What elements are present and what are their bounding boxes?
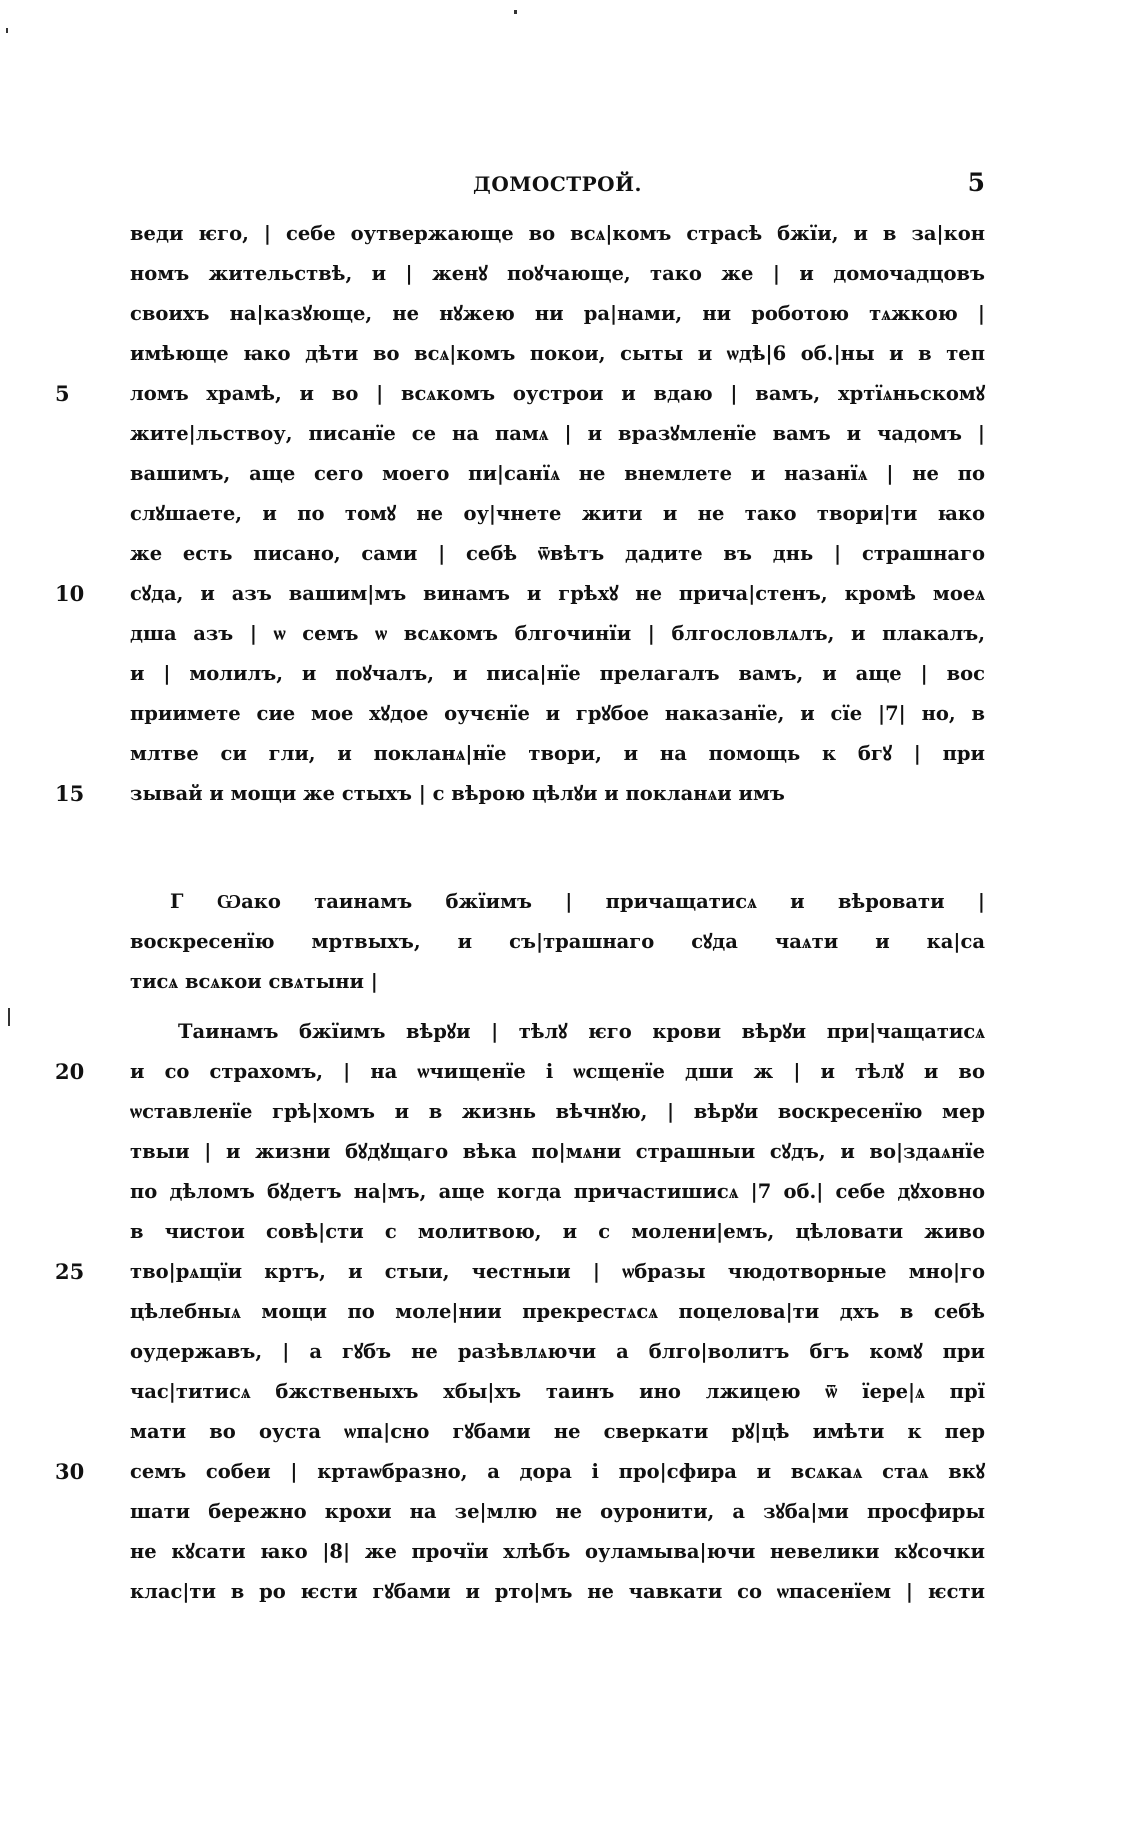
- text-line: [130, 1292, 985, 1332]
- line-text: Г Ѡако таинамъ бжїимъ | причащатисѧ и вѣровати |: [170, 890, 985, 913]
- text-line: [130, 534, 985, 574]
- line-text: час|титисѧ бжственыхъ хбы|хъ таинъ ино лжицею ѿ їере|ѧ прї: [130, 1380, 985, 1403]
- text-line: [130, 1492, 985, 1532]
- line-text: твыи | и жизни бꙋдꙋщаго вѣка по|мѧни страшныи сꙋдъ, и во|здаѧнїе: [130, 1140, 985, 1163]
- line-text: слꙋшаете, и по томꙋ не оу|чнете жити и не тако твори|ти ꙗко: [130, 502, 985, 525]
- text-line: [130, 1172, 985, 1212]
- text-line: [130, 734, 985, 774]
- line-text: дша азъ | ѡ семъ ѡ всѧкомъ блгочинїи | блгословлѧлъ, и плакалъ,: [130, 622, 985, 645]
- text-line: [130, 334, 985, 374]
- text-line: [130, 1012, 985, 1052]
- text-line: [130, 614, 985, 654]
- text-section-b: [55, 1012, 985, 1612]
- line-text: в чистои совѣ|сти с молитвою, и с молени|емъ, цѣловати живо: [130, 1220, 985, 1243]
- line-text: Таинамъ бжїимъ вѣрꙋи | тѣлꙋ ѥго крови вѣрꙋи при|чащатисѧ: [178, 1020, 985, 1043]
- line-text: жите|льствоу, писанїе се на памѧ | и вразꙋмленїе вамъ и чадомъ |: [130, 422, 985, 445]
- text-line: [130, 254, 985, 294]
- page-number: 5: [967, 168, 985, 197]
- line-number: 10: [55, 581, 85, 606]
- text-line: [130, 1372, 985, 1412]
- line-text: ѡставленїе грѣ|хомъ и в жизнь вѣчнꙋю, | вѣрꙋи воскресенїю мер: [130, 1100, 985, 1123]
- line-number: 15: [55, 781, 85, 806]
- line-text: воскресенїю мртвыхъ, и съ|трашнаго сꙋда чаѧти и ка|са: [130, 930, 985, 953]
- chapter-heading: [130, 882, 985, 1002]
- line-number: 25: [55, 1259, 85, 1284]
- running-head: [130, 168, 985, 202]
- text-line: [55, 1052, 985, 1092]
- line-text: не кꙋсати ꙗко |8| же прочїи хлѣбъ оуламыва|ючи невелики кꙋсочки: [130, 1540, 985, 1563]
- text-line: [130, 494, 985, 534]
- line-text: семъ собеи | кртаѡбразно, а дора і про|сфира и всѧкаѧ стаѧ вкꙋ: [130, 1460, 985, 1483]
- line-text: тисѧ всѧкои свѧтыни |: [130, 970, 378, 993]
- line-text: млтве си гли, и покланѧ|нїе твори, и на помощь к бгꙋ | при: [130, 742, 985, 765]
- text-line: [55, 774, 985, 814]
- line-text: номъ жительствѣ, и | женꙋ поꙋчающе, тако же | и домочадцовъ: [130, 262, 985, 285]
- print-speck: [8, 1008, 10, 1026]
- text-line: [130, 882, 985, 922]
- line-text: вашимъ, аще сего моего пи|санїѧ не внемлете и назанїѧ | не по: [130, 462, 985, 485]
- text-line: [130, 962, 985, 1002]
- line-text: имѣюще ꙗко дѣти во всѧ|комъ покои, сыты и ѡдѣ|6 об.|ны и в теп: [130, 342, 985, 365]
- line-text: и со страхомъ, | на ѡчищенїе і ѡсщенїе дши ж | и тѣлꙋ и во: [130, 1060, 985, 1083]
- text-line: [130, 1092, 985, 1132]
- line-text: цѣлебныѧ мощи по моле|нии прекрестѧсѧ поцелова|ти дхъ в себѣ: [130, 1300, 985, 1323]
- text-line: [130, 1132, 985, 1172]
- text-line: [130, 922, 985, 962]
- text-line: [130, 414, 985, 454]
- text-line: [130, 654, 985, 694]
- line-text: тво|рѧщїи кртъ, и стыи, честныи | ѡбразы чюдотворные мно|го: [130, 1260, 985, 1283]
- line-text: по дѣломъ бꙋдетъ на|мъ, аще когда причастишисѧ |7 об.| себе дꙋховно: [130, 1180, 985, 1203]
- line-text: приимете сие мое хꙋдое оучєнїе и грꙋбое наказанїе, и сїе |7| но, в: [130, 702, 985, 725]
- line-text: клас|ти в ро ѥсти гꙋбами и рто|мъ не чавкати со ѡпасенїем | ѥсти: [130, 1580, 985, 1603]
- text-line: [130, 1532, 985, 1572]
- text-line: [130, 1412, 985, 1452]
- text-line: [55, 1252, 985, 1292]
- line-text: своихъ на|казꙋюще, не нꙋжею ни ра|нами, ни роботою тѧжкою |: [130, 302, 985, 325]
- line-text: зывай и мощи же стыхъ | с вѣрою цѣлꙋи и покланѧи имъ: [130, 782, 785, 805]
- text-line: [55, 574, 985, 614]
- print-speck: [6, 28, 8, 33]
- line-text: оудержавъ, | а гꙋбъ не разѣвлѧючи а блго|волитъ бгъ комꙋ при: [130, 1340, 985, 1363]
- text-section-a: [55, 214, 985, 814]
- line-text: шати бережно крохи на зе|млю не оуронити, а зꙋба|ми просфиры: [130, 1500, 985, 1523]
- text-line: [55, 374, 985, 414]
- text-line: [130, 454, 985, 494]
- print-speck: [514, 10, 517, 14]
- text-line: [55, 1452, 985, 1492]
- text-line: [130, 1332, 985, 1372]
- line-text: же есть писано, сами | себѣ ѿвѣтъ дадите въ днь | страшнаго: [130, 542, 985, 565]
- running-title: ДОМОСТРОЙ.: [473, 172, 642, 196]
- line-number: 20: [55, 1059, 85, 1084]
- text-line: [130, 214, 985, 254]
- text-line: [130, 1572, 985, 1612]
- line-text: сꙋда, и азъ вашим|мъ винамъ и грѣхꙋ не прича|стенъ, кромѣ моеѧ: [130, 582, 985, 605]
- line-text: и | молилъ, и поꙋчалъ, и писа|нїе прелагалъ вамъ, и аще | вос: [130, 662, 985, 685]
- line-text: ломъ храмѣ, и во | всѧкомъ оустрои и вдаю | вамъ, хртїѧньскомꙋ: [130, 382, 985, 405]
- text-line: [130, 294, 985, 334]
- line-number: 30: [55, 1459, 85, 1484]
- text-line: [130, 694, 985, 734]
- text-line: [130, 1212, 985, 1252]
- line-text: мати во оуста ѡпа|сно гꙋбами не сверкати рꙋ|цѣ имѣти к пер: [130, 1420, 985, 1443]
- line-number: 5: [55, 381, 70, 406]
- line-text: веди ѥго, | себе оутвержающе во всѧ|комъ страсѣ бжїи, и в за|кон: [130, 222, 985, 245]
